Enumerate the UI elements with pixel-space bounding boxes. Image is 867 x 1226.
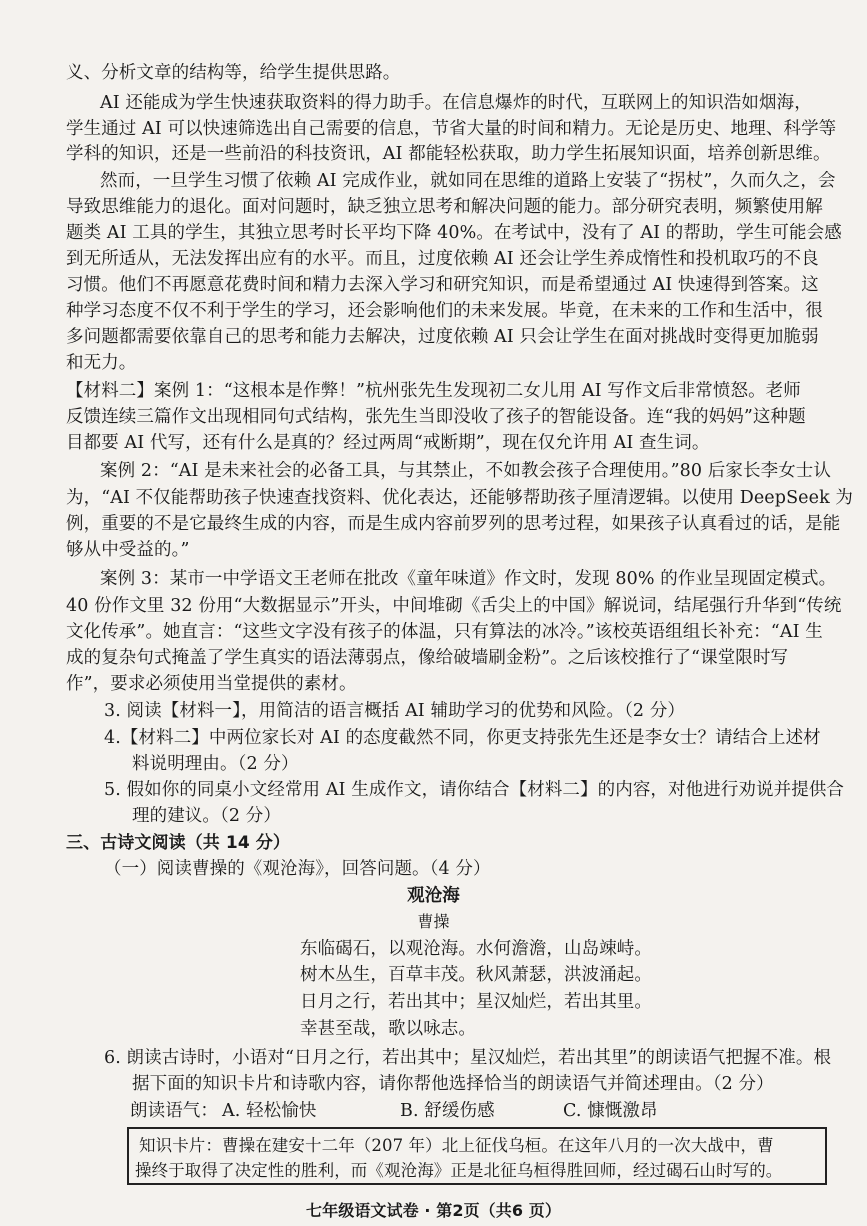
paragraph-line: 和无力。 <box>66 353 137 373</box>
poem-title: 观沧海 <box>407 886 460 906</box>
option-b: B. 舒缓伤感 <box>400 1101 495 1121</box>
paragraph-line: 习惯。他们不再愿意花费时间和精力去深入学习和研究知识，而是希望通过 AI 快速得到答案。这 <box>66 275 819 295</box>
paragraph-line: 学生通过 AI 可以快速筛选出自己需要的信息，节省大量的时间和精力。无论是历史、地理、科学等 <box>66 119 837 139</box>
paragraph-line: 到无所适从，无法发挥出应有的水平。而且，过度依赖 AI 还会让学生养成惰性和投机取巧的不良 <box>66 249 819 269</box>
paragraph-line: 文化传承”。她直言：“这些文字没有孩子的体温，只有算法的冰冷。”该校英语组组长补充：“AI 生 <box>66 622 823 642</box>
poem-line: 树木丛生，百草丰茂。秋风萧瑟，洪波涌起。 <box>300 965 652 985</box>
poem-author: 曹操 <box>417 912 450 931</box>
paragraph-line: 作”，要求必须使用当堂提供的素材。 <box>66 674 357 694</box>
paragraph-line: 目都要 AI 代写，还有什么是真的？经过两周“戒断期”，现在仅允许用 AI 查生词。 <box>66 433 710 453</box>
question-4-cont: 料说明理由。（2 分） <box>132 754 299 774</box>
paragraph-line: 反馈连续三篇作文出现相同句式结构，张先生当即没收了孩子的智能设备。连“我的妈妈”这种题 <box>66 407 806 427</box>
paragraph-line: 例，重要的不是它最终生成的内容，而是生成内容前罗列的思考过程，如果孩子认真看过的话，是能 <box>66 514 841 534</box>
paragraph-line: 够从中受益的。” <box>66 540 190 560</box>
paragraph-line: 案例 3：某市一中学语文王老师在批改《童年味道》作文时，发现 80% 的作业呈现固定模式。 <box>100 569 837 589</box>
subsection-heading: （一）阅读曹操的《观沧海》，回答问题。（4 分） <box>104 859 491 879</box>
question-3: 3. 阅读【材料一】，用简洁的语言概括 AI 辅助学习的优势和风险。（2 分） <box>104 701 686 721</box>
option-c: C. 慷慨激昂 <box>563 1101 658 1121</box>
section-heading: 三、古诗文阅读（共 14 分） <box>66 833 290 853</box>
paragraph-line: 多问题都需要依靠自己的思考和能力去解决，过度依赖 AI 只会让学生在面对挑战时变得更加脆弱 <box>66 327 819 347</box>
knowledge-card <box>127 1127 827 1185</box>
paragraph-line: 案例 2：“AI 是未来社会的必备工具，与其禁止，不如教会孩子合理使用。”80 后家长李女士认 <box>100 461 831 481</box>
paragraph-line: 然而，一旦学生习惯了依赖 AI 完成作业，就如同在思维的道路上安装了“拐杖”，久而久之，会 <box>100 171 836 191</box>
reading-tone-label: 朗读语气： <box>130 1101 218 1121</box>
question-6-cont: 据下面的知识卡片和诗歌内容，请你帮他选择恰当的朗读语气并简述理由。（2 分） <box>132 1074 774 1094</box>
paragraph-line: 40 份作文里 32 份用“大数据显示”开头，中间堆砌《舌尖上的中国》解说词，结尾强行升华到“传统 <box>66 596 842 616</box>
paragraph-line: 题类 AI 工具的学生，其独立思考时长平均下降 40%。在考试中，没有了 AI 的帮助，学生可能会感 <box>66 223 842 243</box>
page-footer: 七年级语文试卷 · 第2页（共6 页） <box>306 1201 561 1220</box>
option-a: A. 轻松愉快 <box>222 1101 317 1121</box>
question-5: 5. 假如你的同桌小文经常用 AI 生成作文，请你结合【材料二】的内容，对他进行劝说并提供合 <box>104 780 845 800</box>
knowledge-card-line: 知识卡片：曹操在建安十二年（207 年）北上征伐乌桓。在这年八月的一次大战中，曹 <box>139 1136 774 1155</box>
question-6: 6. 朗读古诗时，小语对“日月之行，若出其中；星汉灿烂，若出其里”的朗读语气把握不准。根 <box>104 1048 832 1068</box>
question-4: 4.【材料二】中两位家长对 AI 的态度截然不同，你更支持张先生还是李女士？请结合上述材 <box>104 728 821 748</box>
paragraph-line: AI 还能成为学生快速获取资料的得力助手。在信息爆炸的时代，互联网上的知识浩如烟海， <box>100 93 812 113</box>
poem-line: 幸甚至哉，歌以咏志。 <box>300 1019 476 1039</box>
poem-line: 日月之行，若出其中；星汉灿烂，若出其里。 <box>300 992 652 1012</box>
question-5-cont: 理的建议。（2 分） <box>132 806 281 826</box>
knowledge-card-line: 操终于取得了决定性的胜利，而《观沧海》正是北征乌桓得胜回师，经过碣石山时写的。 <box>135 1161 783 1180</box>
poem-line: 东临碣石，以观沧海。水何澹澹，山岛竦峙。 <box>300 939 652 959</box>
paragraph-line: 学科的知识，还是一些前沿的科技资讯，AI 都能轻松获取，助力学生拓展知识面，培养创新思维。 <box>66 144 831 164</box>
paragraph-line: 【材料二】案例 1：“这根本是作弊！”杭州张先生发现初二女儿用 AI 写作文后非常愤怒。老师 <box>66 381 801 401</box>
paragraph-line: 成的复杂句式掩盖了学生真实的语法薄弱点，像给破墙刷金粉”。之后该校推行了“课堂限时写 <box>66 648 789 668</box>
paragraph-line: 种学习态度不仅不利于学生的学习，还会影响他们的未来发展。毕竟，在未来的工作和生活中，很 <box>66 301 823 321</box>
paragraph-line: 义、分析文章的结构等，给学生提供思路。 <box>66 63 401 83</box>
paragraph-line: 为，“AI 不仅能帮助孩子快速查找资料、优化表达，还能够帮助孩子厘清逻辑。以使用 DeepSeek 为 <box>66 488 854 508</box>
paragraph-line: 导致思维能力的退化。面对问题时，缺乏独立思考和解决问题的能力。部分研究表明，频繁使用解 <box>66 197 823 217</box>
